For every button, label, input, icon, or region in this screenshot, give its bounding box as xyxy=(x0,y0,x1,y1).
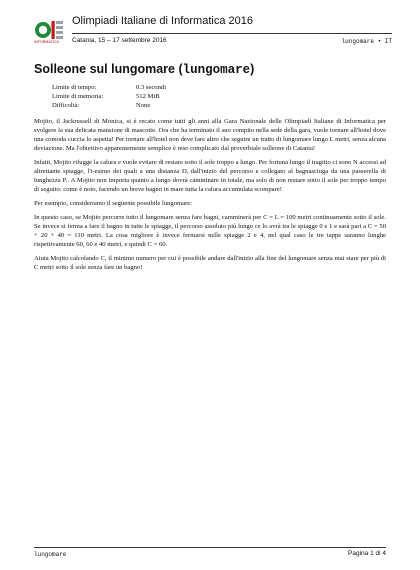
limits-key: Limite di tempo: xyxy=(52,84,97,91)
statement-paragraph: In questo caso, se Mojito percorre tutto il lungomare senza fare bagni, camminerà per C = L = 100 metri continuamente sotto il sole. Se invece si ferma a fare il bagno in tutte le spiagge, il percorso assoluto più lungo ce lo avrà tra le spiagge 0 e 1 e sarà pari a C = 50 + 20 + 40 = 110 metri. La cosa migliore è invece fermarsi nelle spiagge 2 e 4, nel qual caso le tre tappe saranno lunghe rispettivamente 60, 60 e 40 metri, e quindi C = 60. xyxy=(34,214,386,248)
header-title: Olimpiadi Italiane di Informatica 2016 xyxy=(72,15,253,27)
limits-key: Limite di memoria: xyxy=(52,93,104,100)
task-title xyxy=(34,62,254,77)
logo-wordmark: INFORMATICA xyxy=(34,40,59,44)
limits-row xyxy=(52,92,166,101)
task-title-prefix: Solleone sul lungomare ( xyxy=(34,62,183,76)
statement-paragraph: Infatti, Mojito rifugge la calura e vuole evitare di restare sotto il sole troppo a lungo. Per fortuna lungo il tragitto ci sono N accessi ad altrettante spiagge, l'i-esimo dei quali a una distanza Dᵢ dall'inizio del percorso e collegato al bagnasciuga da una passerella di lunghezza Pᵢ. A Mojito non importa quanto a lungo dovrà camminare in totale, ma solo di non restare sotto il sole per troppo tempo di seguito: come è noto, facendo un breve bagno in mare tutta la calura accumulata scompare! xyxy=(34,159,386,193)
footer-task-code: lungomare xyxy=(34,551,67,558)
limits-value: 0.3 secondi xyxy=(136,84,167,91)
statement-body xyxy=(34,117,386,277)
header-subtitle: Catania, 15 – 17 settembre 2016 xyxy=(72,37,167,44)
header-divider xyxy=(72,33,392,34)
task-title-suffix: ) xyxy=(250,62,255,76)
statement-paragraph: Aiuta Mojito calcolando C, il minimo numero per cui è possibile andare dall'inizio alla fine del lungomare senza mai stare per più di C metri sotto il sole senza fare un bagno! xyxy=(34,255,386,271)
statement-paragraph: Mojito, il Jackrussell di Monica, si è recato come tutti gli anni alla Gara Nazionale delle Olimpiadi Italiane di Informatica per svolgere la sua delicata mansione di mascotte. Ora che ha terminato il suo compito nella sede della gara, vuole tornare all'hotel dove una comoda cuccia lo aspetta! Per tornare all'hotel non deve fare altro che seguire un tratto di lungomare lungo L metri, senza alcuna deviazione. Ma l'obiettivo apparentemente semplice è reso complicato dal proverbiale solleone di Catania! xyxy=(34,118,386,152)
limits-row xyxy=(52,83,166,92)
limits-table xyxy=(52,83,166,110)
footer-page-number: Pagina 1 di 4 xyxy=(348,550,386,557)
footer-divider xyxy=(34,547,386,548)
limits-row xyxy=(52,101,166,110)
header-task-code: lungomare • IT xyxy=(341,38,392,45)
limits-key: Difficoltà: xyxy=(52,102,80,109)
statement-paragraph: Per esempio, consideriamo il seguente possibile lungomare: xyxy=(34,200,193,207)
limits-value: 512 MiB xyxy=(136,93,160,100)
limits-value: None xyxy=(136,102,151,109)
task-title-code: lungomare xyxy=(182,63,251,77)
